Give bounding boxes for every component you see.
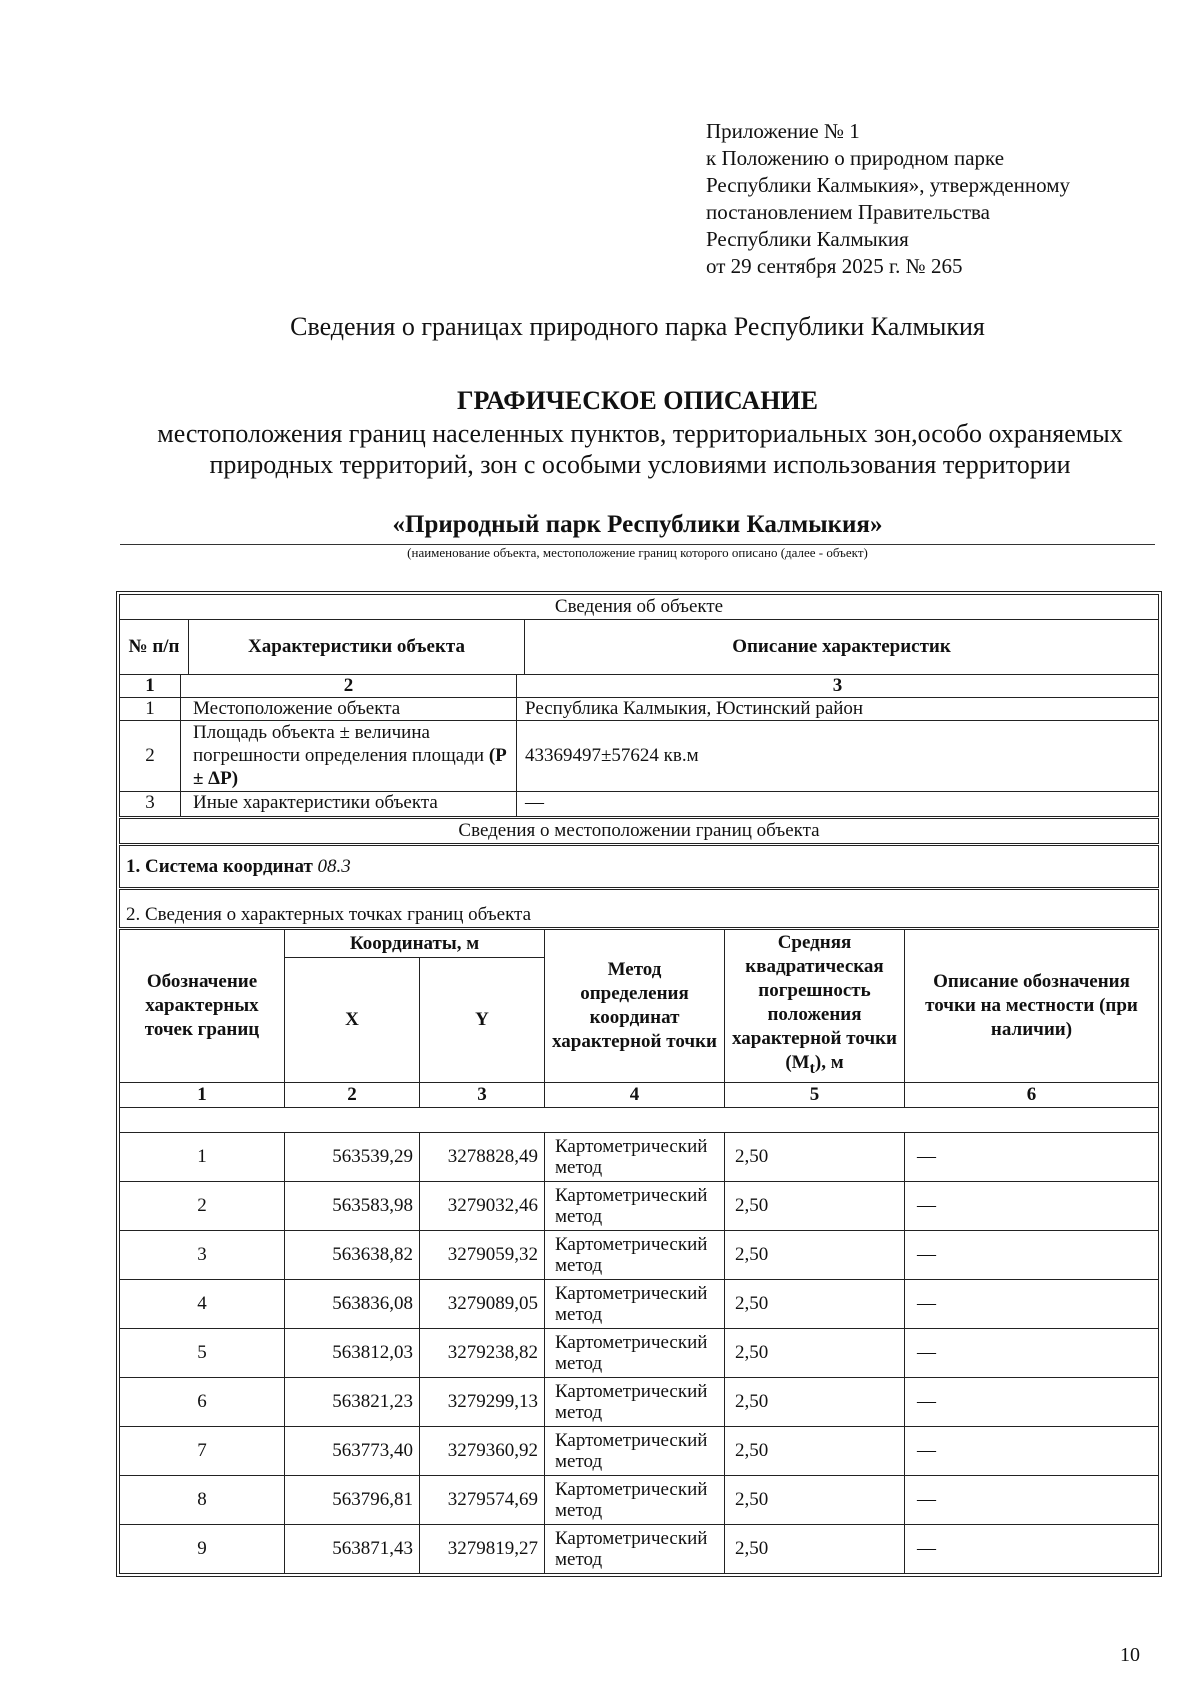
points-index-row (120, 1082, 1159, 1107)
points-header: 2. Сведения о характерных точках границ объекта (120, 889, 1159, 929)
coord-x: 563796,81 (285, 1475, 420, 1524)
point-description: — (905, 1524, 1159, 1573)
object-name-caption: (наименование объекта, местоположение границ которого описано (далее - объект) (407, 545, 868, 560)
points-header-row (120, 889, 1159, 929)
method: Картометрический метод (545, 1475, 725, 1524)
index-cell: 4 (545, 1082, 725, 1107)
point-description: — (905, 1279, 1159, 1328)
mean-error: 2,50 (725, 1328, 905, 1377)
object-info-row (120, 792, 1159, 818)
table-row (120, 1279, 1159, 1328)
coord-x: 563773,40 (285, 1426, 420, 1475)
point-description: — (905, 1230, 1159, 1279)
table-row (120, 1328, 1159, 1377)
col-desc-header: Описание характеристик (732, 636, 951, 657)
table-row (120, 1377, 1159, 1426)
col-num-header: № п/п (120, 620, 189, 674)
coord-y: 3279059,32 (420, 1230, 545, 1279)
section-title: Сведения о границах природного парка Республики Калмыкия (290, 312, 985, 341)
main-title: ГРАФИЧЕСКОЕ ОПИСАНИЕ (457, 386, 818, 415)
row-number: 2 (120, 721, 181, 791)
col-char-header: Характеристики объекта (189, 620, 525, 674)
points-columns-row (120, 929, 1159, 958)
object-info-index-row (120, 675, 1159, 698)
col-coords-header: Координаты, м (285, 929, 545, 958)
point-number: 3 (120, 1230, 285, 1279)
coord-y: 3279032,46 (420, 1181, 545, 1230)
mean-error: 2,50 (725, 1230, 905, 1279)
mean-error: 2,50 (725, 1181, 905, 1230)
appendix-block (706, 118, 1176, 280)
object-name: «Природный парк Республики Калмыкия» (392, 511, 883, 538)
object-info-header: Сведения об объекте (120, 595, 1159, 620)
point-description: — (905, 1328, 1159, 1377)
method: Картометрический метод (545, 1524, 725, 1573)
col-error-text: Средняя квадратическая погрешность положения характерной точки (M (732, 932, 897, 1073)
point-description: — (905, 1475, 1159, 1524)
point-number: 1 (120, 1132, 285, 1181)
point-description: — (905, 1132, 1159, 1181)
row-value: Республика Калмыкия, Юстинский район (525, 698, 864, 719)
point-number: 5 (120, 1328, 285, 1377)
table-row (120, 1230, 1159, 1279)
point-description: — (905, 1377, 1159, 1426)
points-spacer-row (120, 1107, 1159, 1132)
index-cell: 2 (181, 675, 517, 697)
area-formula: (Р ± ΔР) (193, 745, 507, 789)
coord-system (120, 845, 1159, 889)
row-characteristic (181, 721, 517, 791)
coord-x: 563871,43 (285, 1524, 420, 1573)
point-number: 7 (120, 1426, 285, 1475)
index-cell: 1 (120, 675, 181, 697)
method: Картометрический метод (545, 1328, 725, 1377)
point-number: 2 (120, 1181, 285, 1230)
row-number: 1 (120, 698, 181, 720)
col-y-header: Y (420, 958, 545, 1082)
coord-y: 3279360,92 (420, 1426, 545, 1475)
index-cell: 3 (420, 1082, 545, 1107)
method: Картометрический метод (545, 1279, 725, 1328)
mean-error: 2,50 (725, 1279, 905, 1328)
point-description: — (905, 1426, 1159, 1475)
object-info-table (119, 594, 1159, 1574)
coord-system-value: 08.3 (317, 855, 351, 877)
object-info-row (120, 721, 1159, 792)
mean-error: 2,50 (725, 1524, 905, 1573)
table-row (120, 1475, 1159, 1524)
index-cell: 6 (905, 1082, 1159, 1107)
mean-error: 2,50 (725, 1132, 905, 1181)
table-row (120, 1181, 1159, 1230)
row-characteristic: Иные характеристики объекта (181, 792, 517, 816)
coord-system-row (120, 845, 1159, 889)
method: Картометрический метод (545, 1426, 725, 1475)
point-number: 4 (120, 1279, 285, 1328)
coord-y: 3279819,27 (420, 1524, 545, 1573)
method: Картометрический метод (545, 1132, 725, 1181)
table-row (120, 1524, 1159, 1573)
appendix-line: Республики Калмыкия (706, 227, 909, 251)
row-number: 3 (120, 792, 181, 816)
mean-error: 2,50 (725, 1426, 905, 1475)
coord-x: 563821,23 (285, 1377, 420, 1426)
col-error-header (725, 929, 905, 1083)
appendix-line: Республики Калмыкия», утвержденному (706, 173, 1070, 197)
coord-x: 563812,03 (285, 1328, 420, 1377)
coord-y: 3279089,05 (420, 1279, 545, 1328)
col-x-header: X (285, 958, 420, 1082)
area-label: Площадь объекта ± величина погрешности определения площади (193, 722, 489, 766)
point-description: — (905, 1181, 1159, 1230)
coord-system-label: 1. Система координат (126, 855, 313, 877)
index-cell: 1 (120, 1082, 285, 1107)
appendix-line: к Положению о природном парке (706, 146, 1005, 170)
object-info-header-row (120, 595, 1159, 620)
appendix-line: от 29 сентября 2025 г. № 265 (706, 254, 963, 278)
method: Картометрический метод (545, 1181, 725, 1230)
index-cell: 2 (285, 1082, 420, 1107)
coord-y: 3279299,13 (420, 1377, 545, 1426)
col-point-header: Обозначение характерных точек границ (120, 929, 285, 1083)
location-info-header-row (120, 818, 1159, 845)
point-number: 8 (120, 1475, 285, 1524)
object-info-columns-row (120, 620, 1159, 675)
mean-error: 2,50 (725, 1475, 905, 1524)
row-characteristic: Местоположение объекта (181, 698, 517, 720)
points-body (120, 1132, 1159, 1573)
method: Картометрический метод (545, 1377, 725, 1426)
col-error-subscript: t (809, 1059, 815, 1077)
point-number: 9 (120, 1524, 285, 1573)
coord-x: 563836,08 (285, 1279, 420, 1328)
coord-x: 563638,82 (285, 1230, 420, 1279)
coord-x: 563583,98 (285, 1181, 420, 1230)
table-row (120, 1132, 1159, 1181)
table-row (120, 1426, 1159, 1475)
coord-y: 3279574,69 (420, 1475, 545, 1524)
object-info-row (120, 698, 1159, 721)
row-value: — (525, 792, 544, 813)
col-method-header: Метод определения координат характерной точки (545, 929, 725, 1083)
col-desc-header: Описание обозначения точки на местности (при наличии) (905, 929, 1159, 1083)
point-number: 6 (120, 1377, 285, 1426)
coord-x: 563539,29 (285, 1132, 420, 1181)
mean-error: 2,50 (725, 1377, 905, 1426)
appendix-line: Приложение № 1 (706, 119, 860, 143)
coord-y: 3278828,49 (420, 1132, 545, 1181)
subtitle: местоположения границ населенных пунктов, территориальных зон,особо охраняемых природных территорий, зон с особыми условиями использования территории (157, 419, 1123, 479)
row-value: 43369497±57624 кв.м (525, 745, 699, 766)
coord-y: 3279238,82 (420, 1328, 545, 1377)
page-number: 10 (1120, 1644, 1140, 1666)
col-error-unit: ), м (814, 1052, 844, 1073)
index-cell: 5 (725, 1082, 905, 1107)
location-info-header: Сведения о местоположении границ объекта (120, 818, 1159, 845)
appendix-line: постановлением Правительства (706, 200, 991, 224)
index-cell: 3 (832, 675, 843, 696)
method: Картометрический метод (545, 1230, 725, 1279)
